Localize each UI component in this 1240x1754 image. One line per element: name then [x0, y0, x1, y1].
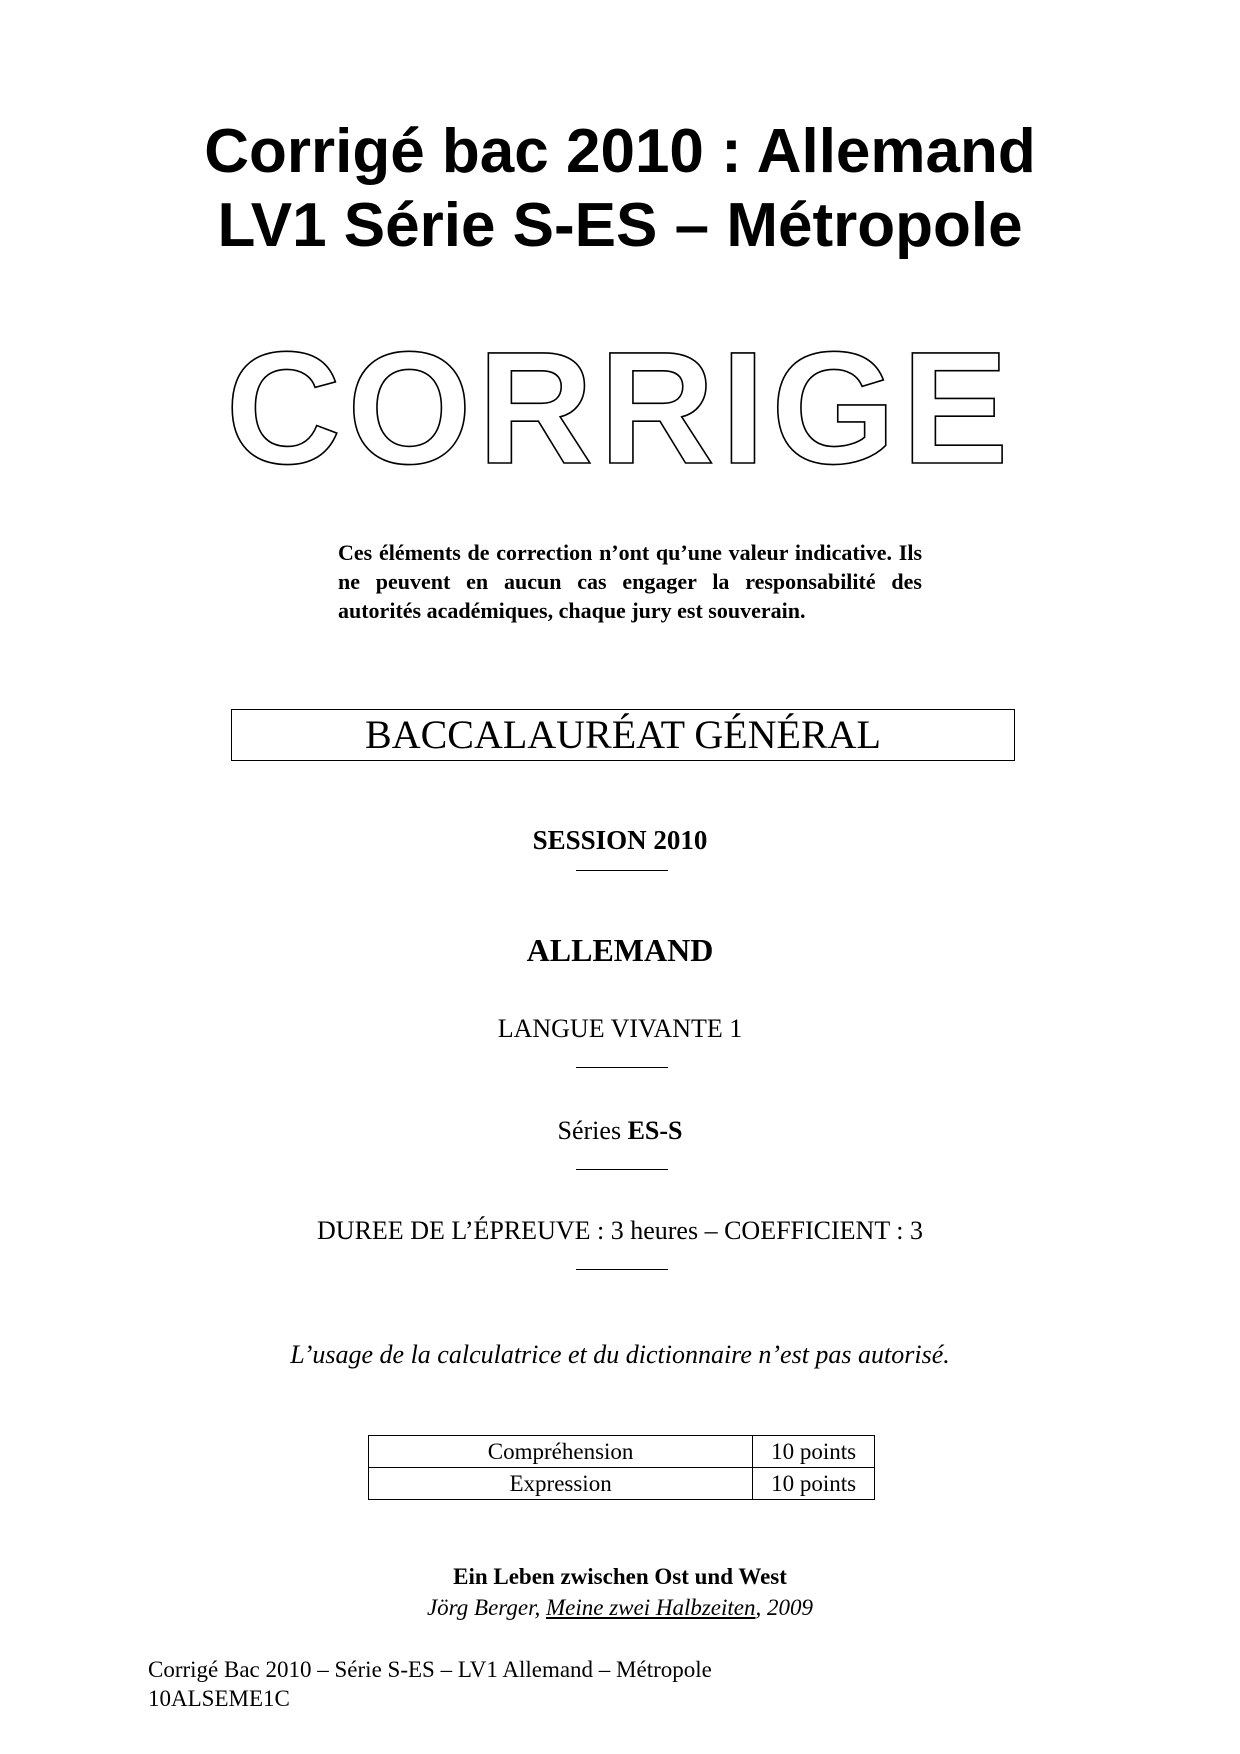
- page-footer: [148, 1655, 948, 1713]
- footer-line1: Corrigé Bac 2010 – Série S-ES – LV1 Allemand – Métropole: [148, 1657, 712, 1682]
- calculator-usage-note: L’usage de la calculatrice et du dictionnaire n’est pas autorisé.: [290, 1340, 950, 1369]
- document-title-line1: Corrigé bac 2010 : Allemand: [204, 117, 1036, 186]
- table-row: [369, 1468, 875, 1500]
- langue-label: LANGUE VIVANTE 1: [497, 1014, 743, 1043]
- separator-rule: [576, 870, 668, 871]
- disclaimer-text: Ces éléments de correction n’ont qu’une valeur indicative. Ils ne peuvent en aucun cas engager la responsabilité des autorités académiques, chaque jury est souverain.: [338, 540, 922, 623]
- text-title: Ein Leben zwischen Ost und West: [453, 1564, 787, 1589]
- series-label: [0, 1114, 1240, 1148]
- score-category: Compréhension: [369, 1436, 753, 1468]
- text-source: [0, 1593, 1240, 1623]
- footer-code: 10ALSEME1C: [148, 1686, 290, 1711]
- separator-rule: [576, 1067, 668, 1068]
- score-points: 10 points: [753, 1468, 875, 1500]
- separator-rule: [576, 1169, 668, 1170]
- score-table: [368, 1435, 875, 1500]
- text-author: Jörg Berger,: [426, 1595, 546, 1620]
- series-value: ES-S: [627, 1116, 683, 1145]
- document-title-line2: LV1 Série S-ES – Métropole: [217, 191, 1023, 260]
- separator-rule: [576, 1269, 668, 1270]
- text-year: , 2009: [755, 1595, 814, 1620]
- subject-label: ALLEMAND: [526, 932, 714, 968]
- score-category: Expression: [369, 1468, 753, 1500]
- text-book-title: Meine zwei Halbzeiten: [546, 1595, 756, 1620]
- series-prefix: Séries: [557, 1116, 628, 1145]
- session-label: SESSION 2010: [532, 825, 708, 855]
- duration-coefficient-label: DUREE DE L’ÉPREUVE : 3 heures – COEFFICIENT : 3: [317, 1216, 923, 1245]
- corrige-watermark: CORRIGE: [225, 318, 1015, 497]
- exam-title-box: BACCALAURÉAT GÉNÉRAL: [231, 709, 1015, 761]
- table-row: [369, 1436, 875, 1468]
- score-points: 10 points: [753, 1436, 875, 1468]
